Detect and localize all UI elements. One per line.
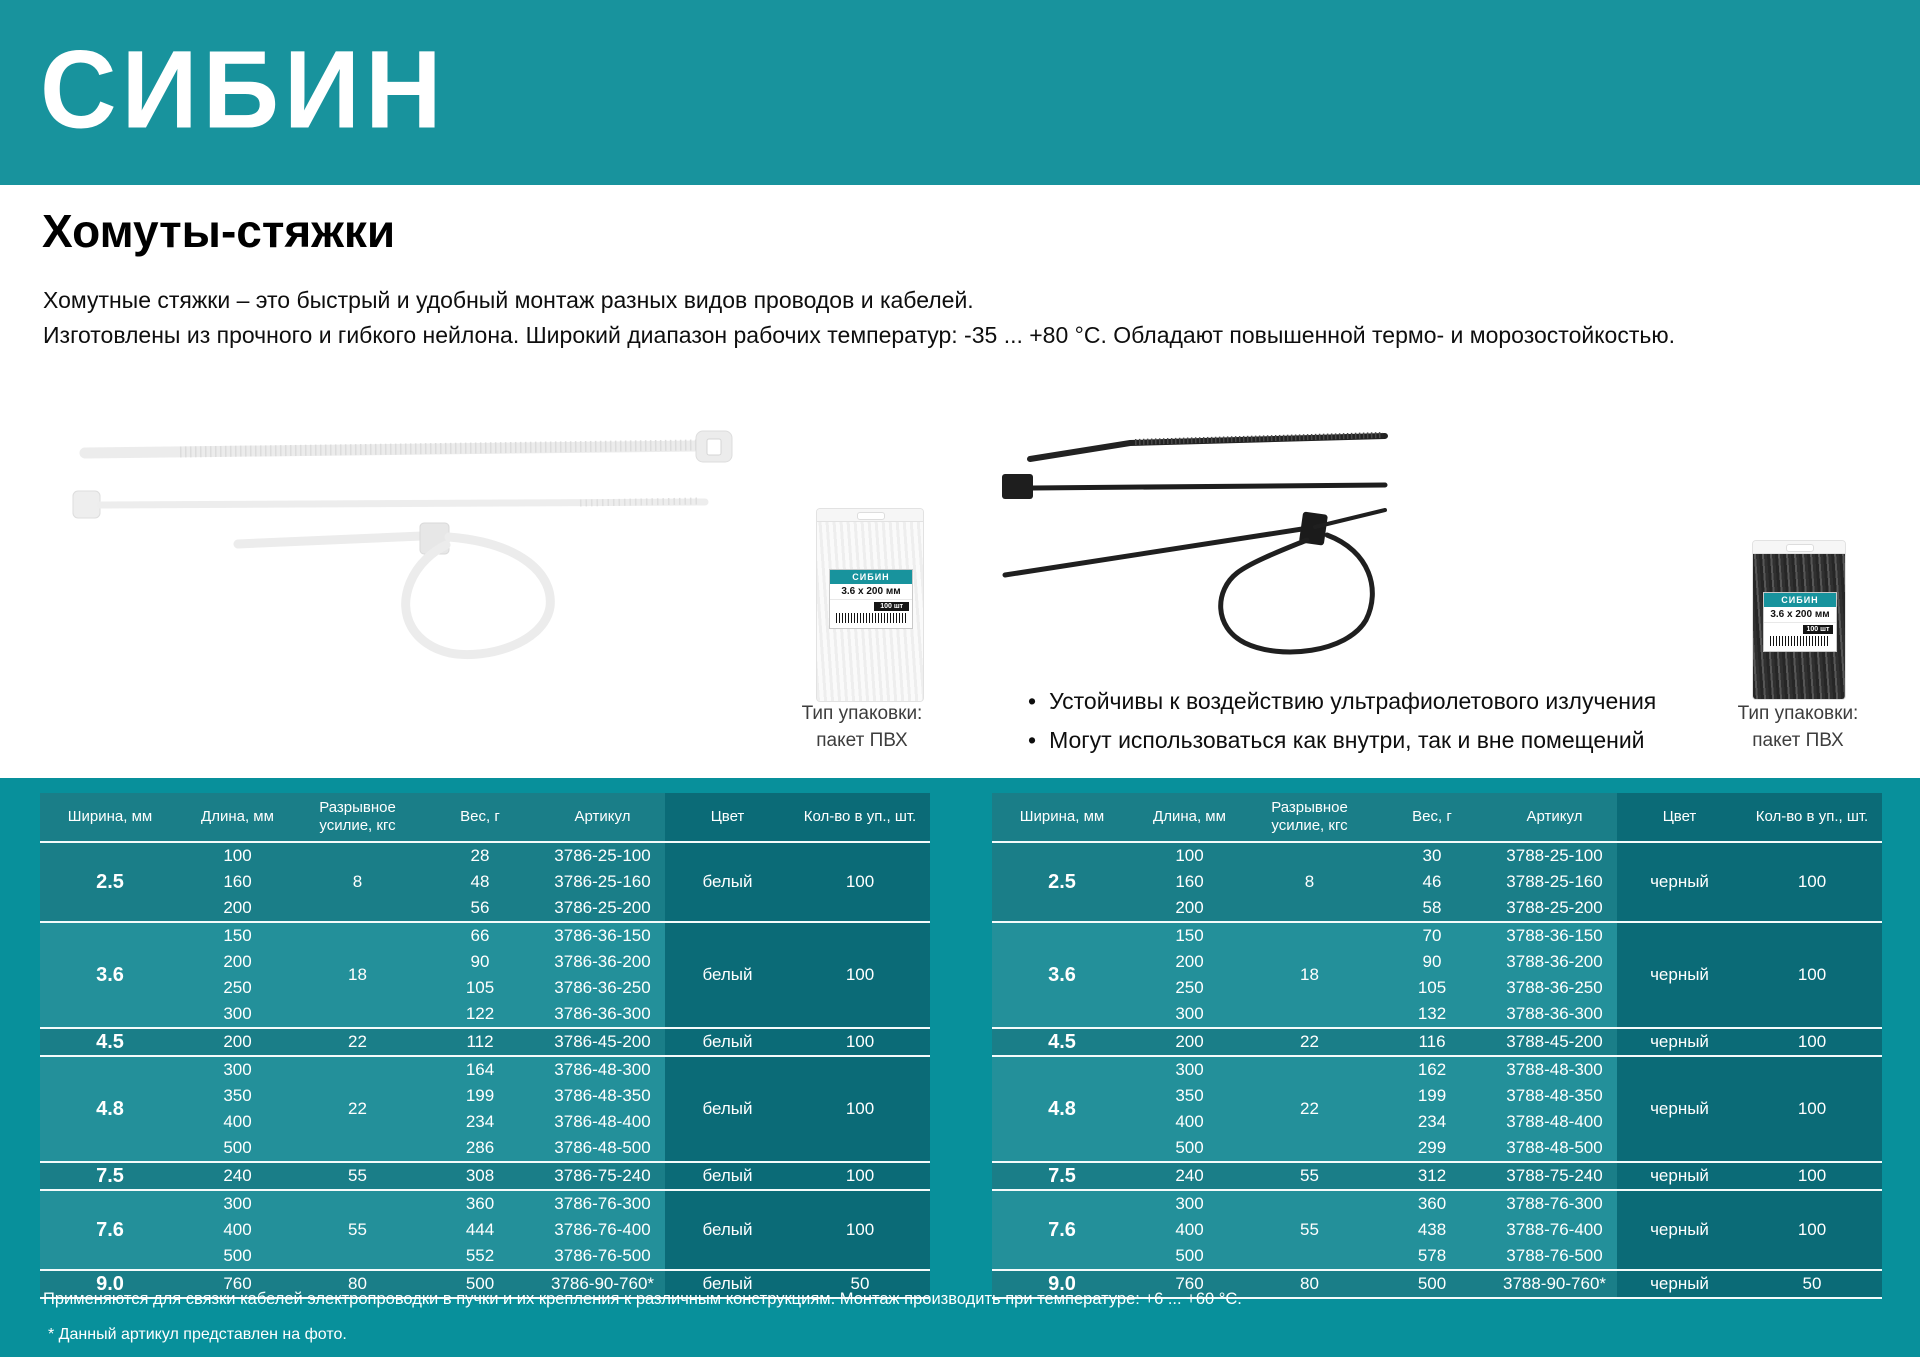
table-cell: 100 (790, 1190, 930, 1270)
column-header: Артикул (1492, 793, 1617, 842)
page-title: Хомуты-стяжки (42, 205, 396, 257)
table-cell: 3788-36-150 (1492, 922, 1617, 949)
table-row (992, 1162, 1882, 1190)
table-cell: 100 (1742, 842, 1882, 922)
table-cell: 3788-76-400 (1492, 1217, 1617, 1243)
package-hang-hole (1786, 544, 1814, 552)
asterisk-note: * Данный артикул представлен на фото. (48, 1326, 347, 1343)
table-cell: 2.5 (40, 842, 180, 922)
table-cell: 400 (1132, 1217, 1247, 1243)
table-cell: 30 (1372, 842, 1492, 869)
table-cell: 299 (1372, 1135, 1492, 1162)
table-cell: 3786-36-200 (540, 949, 665, 975)
table-cell: 100 (790, 1162, 930, 1190)
table-cell: 150 (180, 922, 295, 949)
package-barcode (1770, 636, 1830, 646)
table-cell: 50 (1742, 1270, 1882, 1298)
feature-bullets (1028, 686, 1656, 764)
table-cell: 28 (420, 842, 540, 869)
package-label-size: 3.6 х 200 мм (1764, 607, 1836, 623)
table-cell: 2.5 (992, 842, 1132, 922)
table-cell: 18 (1247, 922, 1372, 1028)
table-row (992, 1056, 1882, 1083)
table-cell: 4.8 (992, 1056, 1132, 1162)
table-cell: 3788-36-200 (1492, 949, 1617, 975)
table-cell: 4.5 (40, 1028, 180, 1056)
table-cell: 3786-36-250 (540, 975, 665, 1001)
table-cell: 444 (420, 1217, 540, 1243)
table-cell: черный (1617, 842, 1742, 922)
table-header-row (40, 793, 930, 842)
table-cell: 66 (420, 922, 540, 949)
table-cell: черный (1617, 1056, 1742, 1162)
table-cell: 3788-76-500 (1492, 1243, 1617, 1270)
table-cell: черный (1617, 1028, 1742, 1056)
table-cell: 112 (420, 1028, 540, 1056)
table-cell: 80 (1247, 1270, 1372, 1298)
table-cell: 234 (1372, 1109, 1492, 1135)
table-cell: 3788-25-100 (1492, 842, 1617, 869)
table-cell: 105 (1372, 975, 1492, 1001)
table-cell: 3786-76-400 (540, 1217, 665, 1243)
brand-header-band (0, 0, 1920, 185)
table-cell: 3.6 (40, 922, 180, 1028)
package-label-brand: СИБИН (1764, 593, 1836, 607)
table-cell: 3788-25-160 (1492, 869, 1617, 895)
table-cell: 199 (420, 1083, 540, 1109)
column-header: Кол-во в уп., шт. (790, 793, 930, 842)
table-cell: 400 (180, 1109, 295, 1135)
table-cell: 160 (180, 869, 295, 895)
table-cell: 3788-48-400 (1492, 1109, 1617, 1135)
table-row (992, 842, 1882, 869)
table-cell: 300 (1132, 1190, 1247, 1217)
table-cell: 56 (420, 895, 540, 922)
column-header: Цвет (665, 793, 790, 842)
package-type-value: пакет ПВХ (1752, 730, 1844, 751)
table-cell: 300 (180, 1056, 295, 1083)
table-cell: белый (665, 1190, 790, 1270)
table-cell: 55 (1247, 1162, 1372, 1190)
table-cell: белый (665, 842, 790, 922)
table-cell: 3786-48-350 (540, 1083, 665, 1109)
table-cell: 200 (180, 895, 295, 922)
table-cell: 50 (790, 1270, 930, 1298)
table-cell: 3788-48-350 (1492, 1083, 1617, 1109)
table-cell: 300 (180, 1001, 295, 1028)
table-cell: 3788-48-300 (1492, 1056, 1617, 1083)
table-cell: 3786-25-200 (540, 895, 665, 922)
table-cell: 3786-48-400 (540, 1109, 665, 1135)
white-package-caption (777, 700, 947, 754)
table-cell: 3786-36-150 (540, 922, 665, 949)
table-cell: 500 (1132, 1135, 1247, 1162)
table-cell: 3786-76-300 (540, 1190, 665, 1217)
table-cell: 46 (1372, 869, 1492, 895)
table-cell: 100 (790, 1056, 930, 1162)
table-cell: 162 (1372, 1056, 1492, 1083)
column-header: Разрывное усилие, кгс (1247, 793, 1372, 842)
table-cell: 3786-36-300 (540, 1001, 665, 1028)
table-cell: 500 (180, 1243, 295, 1270)
table-cell: 100 (1132, 842, 1247, 869)
table-cell: 100 (180, 842, 295, 869)
table-cell: 3788-48-500 (1492, 1135, 1617, 1162)
table-cell: 350 (1132, 1083, 1247, 1109)
bullet-item (1028, 686, 1656, 716)
table-row (992, 1190, 1882, 1217)
table-cell: 360 (420, 1190, 540, 1217)
column-header: Разрывное усилие, кгс (295, 793, 420, 842)
table-cell: 7.5 (992, 1162, 1132, 1190)
table-cell: 164 (420, 1056, 540, 1083)
table-cell: 132 (1372, 1001, 1492, 1028)
table-cell: 7.6 (992, 1190, 1132, 1270)
table-cell: 105 (420, 975, 540, 1001)
table-cell: 350 (180, 1083, 295, 1109)
table-cell: 122 (420, 1001, 540, 1028)
package-contents (817, 522, 923, 701)
spec-table (40, 793, 930, 1299)
table-cell: белый (665, 1270, 790, 1298)
column-header: Вес, г (1372, 793, 1492, 842)
black-package-caption (1713, 700, 1883, 754)
description-line-1: Хомутные стяжки – это быстрый и удобный монтаж разных видов проводов и кабелей. (43, 287, 974, 313)
table-cell: 300 (1132, 1056, 1247, 1083)
black-package-image (1752, 540, 1846, 700)
brand-logo: СИБИН (40, 28, 447, 152)
column-header: Артикул (540, 793, 665, 842)
table-cell: 3786-25-160 (540, 869, 665, 895)
table-row (40, 1028, 930, 1056)
table-cell: 360 (1372, 1190, 1492, 1217)
spec-table-black (992, 793, 1882, 1299)
table-cell: черный (1617, 1162, 1742, 1190)
table-cell: 286 (420, 1135, 540, 1162)
table-cell: 3786-25-100 (540, 842, 665, 869)
table-cell: 200 (180, 949, 295, 975)
table-cell: 438 (1372, 1217, 1492, 1243)
table-cell: 500 (420, 1270, 540, 1298)
table-cell: 3788-75-240 (1492, 1162, 1617, 1190)
column-header: Цвет (1617, 793, 1742, 842)
table-cell: 58 (1372, 895, 1492, 922)
table-cell: 500 (1372, 1270, 1492, 1298)
table-cell: 240 (1132, 1162, 1247, 1190)
package-type-label: Тип упаковки: (1737, 703, 1859, 724)
package-label-brand: СИБИН (830, 570, 913, 584)
package-hang-tab (817, 509, 923, 522)
table-cell: 9.0 (40, 1270, 180, 1298)
table-cell: 3786-48-300 (540, 1056, 665, 1083)
table-cell: 55 (295, 1190, 420, 1270)
table-cell: 3788-90-760* (1492, 1270, 1617, 1298)
package-label-size: 3.6 х 200 мм (830, 584, 913, 600)
table-cell: 100 (1742, 1190, 1882, 1270)
spec-table-white (40, 793, 930, 1299)
table-cell: 100 (790, 842, 930, 922)
table-cell: 116 (1372, 1028, 1492, 1056)
table-cell: 8 (1247, 842, 1372, 922)
white-package-image (816, 508, 924, 702)
table-cell: 22 (295, 1056, 420, 1162)
table-row (40, 1162, 930, 1190)
table-cell: 3786-48-500 (540, 1135, 665, 1162)
table-cell: 160 (1132, 869, 1247, 895)
table-cell: 3786-75-240 (540, 1162, 665, 1190)
table-cell: белый (665, 922, 790, 1028)
table-cell: 400 (180, 1217, 295, 1243)
table-cell: 199 (1372, 1083, 1492, 1109)
table-cell: 8 (295, 842, 420, 922)
table-cell: 22 (1247, 1056, 1372, 1162)
white-cable-ties-image (60, 415, 760, 665)
table-cell: 3788-25-200 (1492, 895, 1617, 922)
table-cell: 200 (1132, 949, 1247, 975)
table-cell: 150 (1132, 922, 1247, 949)
table-cell: 3786-76-500 (540, 1243, 665, 1270)
table-row (40, 842, 930, 869)
table-cell: 552 (420, 1243, 540, 1270)
table-cell: 250 (1132, 975, 1247, 1001)
column-header: Длина, мм (1132, 793, 1247, 842)
table-cell: 100 (1742, 1162, 1882, 1190)
column-header: Ширина, мм (40, 793, 180, 842)
table-cell: белый (665, 1162, 790, 1190)
package-type-label: Тип упаковки: (801, 703, 923, 724)
table-cell: 18 (295, 922, 420, 1028)
table-row (992, 1028, 1882, 1056)
bullet-text: • Устойчивы к воздействию ультрафиолетового излучения (1049, 688, 1657, 714)
table-cell: 312 (1372, 1162, 1492, 1190)
table-cell: 200 (180, 1028, 295, 1056)
table-cell: 200 (1132, 1028, 1247, 1056)
spec-table (992, 793, 1882, 1299)
table-cell: 3.6 (992, 922, 1132, 1028)
column-header: Вес, г (420, 793, 540, 842)
table-cell: 55 (1247, 1190, 1372, 1270)
table-cell: 22 (1247, 1028, 1372, 1056)
table-cell: 70 (1372, 922, 1492, 949)
description-line-2: Изготовлены из прочного и гибкого нейлона. Широкий диапазон рабочих температур: -35 ... +80 °С. Обладают повышенной термо- и морозостойкостью. (43, 322, 1675, 348)
package-type-value: пакет ПВХ (816, 730, 908, 751)
table-cell: 100 (1742, 1028, 1882, 1056)
package-hang-hole (857, 512, 885, 520)
bullet-item (1028, 725, 1656, 755)
table-cell: 3788-36-250 (1492, 975, 1617, 1001)
table-cell: 3786-45-200 (540, 1028, 665, 1056)
table-cell: 3788-76-300 (1492, 1190, 1617, 1217)
table-cell: 500 (180, 1135, 295, 1162)
table-cell: 100 (790, 922, 930, 1028)
table-cell: 3786-90-760* (540, 1270, 665, 1298)
table-cell: 100 (790, 1028, 930, 1056)
table-cell: 4.8 (40, 1056, 180, 1162)
table-row (40, 922, 930, 949)
black-cable-ties-image (985, 415, 1390, 665)
table-cell: черный (1617, 1190, 1742, 1270)
table-cell: 7.5 (40, 1162, 180, 1190)
table-cell: 760 (180, 1270, 295, 1298)
table-cell: 22 (295, 1028, 420, 1056)
usage-note: Применяются для связки кабелей электропроводки в пучки и их крепления к различным конструкциям. Монтаж производить при температуре: +6 ... +60 °С. (43, 1290, 1242, 1308)
table-cell: 3788-45-200 (1492, 1028, 1617, 1056)
table-header-row (992, 793, 1882, 842)
table-cell: 90 (1372, 949, 1492, 975)
package-label (829, 569, 914, 629)
table-row (40, 1056, 930, 1083)
table-cell: 578 (1372, 1243, 1492, 1270)
table-cell: 100 (1742, 922, 1882, 1028)
table-cell: 48 (420, 869, 540, 895)
column-header: Длина, мм (180, 793, 295, 842)
package-label-qty: 100 шт (1803, 625, 1833, 634)
table-cell: 500 (1132, 1243, 1247, 1270)
table-cell: 4.5 (992, 1028, 1132, 1056)
bullet-text: • Могут использоваться как внутри, так и вне помещений (1049, 727, 1645, 753)
table-cell: 400 (1132, 1109, 1247, 1135)
table-cell: 3788-36-300 (1492, 1001, 1617, 1028)
table-cell: 55 (295, 1162, 420, 1190)
table-cell: 9.0 (992, 1270, 1132, 1298)
package-hang-tab (1753, 541, 1845, 554)
table-cell: 240 (180, 1162, 295, 1190)
table-cell: белый (665, 1056, 790, 1162)
table-cell: белый (665, 1028, 790, 1056)
table-cell: 300 (1132, 1001, 1247, 1028)
table-cell: 200 (1132, 895, 1247, 922)
package-label (1763, 592, 1837, 652)
table-cell: черный (1617, 1270, 1742, 1298)
table-row (992, 922, 1882, 949)
table-cell: 90 (420, 949, 540, 975)
table-cell: 760 (1132, 1270, 1247, 1298)
table-cell: 300 (180, 1190, 295, 1217)
table-cell: 308 (420, 1162, 540, 1190)
package-barcode (836, 613, 907, 623)
table-cell: 100 (1742, 1056, 1882, 1162)
column-header: Ширина, мм (992, 793, 1132, 842)
package-label-qty: 100 шт (874, 602, 909, 611)
table-cell: черный (1617, 922, 1742, 1028)
table-cell: 7.6 (40, 1190, 180, 1270)
column-header: Кол-во в уп., шт. (1742, 793, 1882, 842)
table-row (40, 1190, 930, 1217)
table-cell: 250 (180, 975, 295, 1001)
table-cell: 234 (420, 1109, 540, 1135)
package-contents (1753, 554, 1845, 699)
table-cell: 80 (295, 1270, 420, 1298)
